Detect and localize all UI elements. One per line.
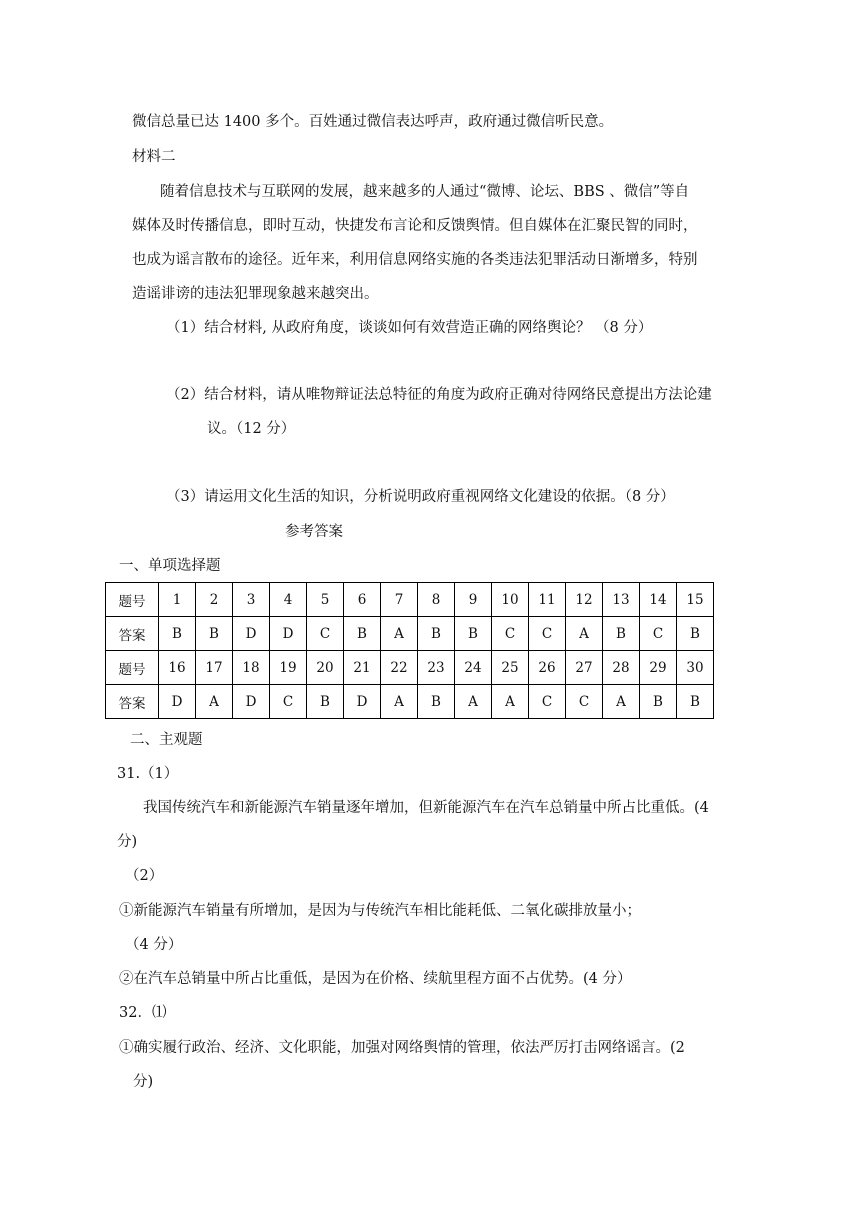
material-two-title: 材料二: [132, 149, 176, 165]
answer-cell: B: [418, 617, 455, 651]
answer-cell: B: [159, 617, 196, 651]
question-number-cell: 27: [566, 651, 603, 685]
question-number-cell: 16: [159, 651, 196, 685]
material-two-line: 随着信息技术与互联网的发展，越来越多的人通过“微博、论坛、BBS 、微信”等自: [160, 184, 690, 200]
question-number-cell: 24: [455, 651, 492, 685]
answer-cell: A: [455, 685, 492, 719]
table-header-cell: 题号: [106, 651, 159, 685]
question-number-cell: 2: [196, 583, 233, 617]
question-number-cell: 4: [270, 583, 307, 617]
question-number-cell: 28: [603, 651, 640, 685]
question-number-cell: 11: [529, 583, 566, 617]
answer-cell: B: [455, 617, 492, 651]
question-number-cell: 8: [418, 583, 455, 617]
table-row: [106, 685, 714, 719]
question-number-cell: 20: [307, 651, 344, 685]
answer-cell: D: [270, 617, 307, 651]
answer-cell: A: [566, 617, 603, 651]
material-two-line: 媒体及时传播信息，即时互动，快捷发布言论和反馈舆情。但自媒体在汇聚民智的同时，: [132, 218, 698, 234]
answer-cell: D: [159, 685, 196, 719]
answer-31-part2-label: （2）: [125, 868, 164, 884]
answer-cell: B: [307, 685, 344, 719]
answer-cell: C: [529, 617, 566, 651]
section-two-heading: 二、主观题: [130, 732, 203, 748]
answer-cell: A: [603, 685, 640, 719]
answer-31-part3: ②在汽车总销量中所占比重低，是因为在价格、续航里程方面不占优势。(4 分）: [119, 971, 632, 987]
question-number-cell: 18: [233, 651, 270, 685]
answer-cell: B: [677, 685, 714, 719]
answer-cell: A: [196, 685, 233, 719]
answer-32-label: 32．⑴: [119, 1005, 167, 1021]
answer-cell: D: [233, 685, 270, 719]
answer-32-part1-line2: 分): [133, 1074, 154, 1090]
question-2-line-1: （2）结合材料，请从唯物辩证法总特征的角度为政府正确对待网络民意提出方法论建: [166, 387, 712, 403]
answer-cell: D: [344, 685, 381, 719]
answer-31-part1-line1: 我国传统汽车和新能源汽车销量逐年增加，但新能源汽车在汽车总销量中所占比重低。(4: [143, 800, 709, 816]
answer-cell: C: [270, 685, 307, 719]
question-number-cell: 21: [344, 651, 381, 685]
answer-cell: C: [307, 617, 344, 651]
answer-cell: A: [381, 617, 418, 651]
answer-31-part2-line2: （4 分）: [125, 937, 183, 953]
answer-cell: A: [381, 685, 418, 719]
section-one-heading: 一、单项选择题: [119, 558, 221, 574]
table-header-cell: 答案: [106, 617, 159, 651]
question-number-cell: 5: [307, 583, 344, 617]
answer-cell: C: [566, 685, 603, 719]
question-number-cell: 17: [196, 651, 233, 685]
question-number-cell: 30: [677, 651, 714, 685]
answer-31-label: 31.（1）: [117, 766, 179, 782]
table-header-cell: 答案: [106, 685, 159, 719]
answer-cell: B: [418, 685, 455, 719]
answer-cell: B: [677, 617, 714, 651]
answer-cell: C: [492, 617, 529, 651]
answer-cell: B: [640, 685, 677, 719]
question-2-line-2: 议。（12 分）: [207, 421, 296, 437]
answer-cell: C: [529, 685, 566, 719]
question-number-cell: 13: [603, 583, 640, 617]
question-number-cell: 23: [418, 651, 455, 685]
answer-cell: A: [492, 685, 529, 719]
question-number-cell: 14: [640, 583, 677, 617]
table-row: [106, 651, 714, 685]
answer-table: [105, 582, 714, 719]
answer-cell: B: [344, 617, 381, 651]
question-1: （1）结合材料, 从政府角度，谈谈如何有效营造正确的网络舆论？ （8 分）: [166, 320, 653, 336]
answer-cell: D: [233, 617, 270, 651]
answer-32-part1-line1: ①确实履行政治、经济、文化职能，加强对网络舆情的管理，依法严厉打击网络谣言。(2: [119, 1040, 685, 1056]
answer-title: 参考答案: [285, 524, 343, 540]
question-number-cell: 10: [492, 583, 529, 617]
question-number-cell: 29: [640, 651, 677, 685]
material-two-line: 造谣诽谤的违法犯罪现象越来越突出。: [132, 286, 379, 302]
material-one-tail: 微信总量已达 1400 多个。百姓通过微信表达呼声，政府通过微信听民意。: [132, 114, 614, 130]
question-number-cell: 26: [529, 651, 566, 685]
question-number-cell: 7: [381, 583, 418, 617]
question-number-cell: 22: [381, 651, 418, 685]
table-row: [106, 617, 714, 651]
question-number-cell: 1: [159, 583, 196, 617]
answer-cell: C: [640, 617, 677, 651]
question-number-cell: 25: [492, 651, 529, 685]
question-number-cell: 3: [233, 583, 270, 617]
answer-cell: B: [196, 617, 233, 651]
question-number-cell: 6: [344, 583, 381, 617]
question-number-cell: 15: [677, 583, 714, 617]
question-number-cell: 9: [455, 583, 492, 617]
question-3: （3）请运用文化生活的知识，分析说明政府重视网络文化建设的依据。（8 分）: [166, 489, 675, 505]
question-number-cell: 12: [566, 583, 603, 617]
answer-31-part1-line2: 分): [117, 834, 138, 850]
answer-31-part2-line1: ①新能源汽车销量有所增加，是因为与传统汽车相比能耗低、二氧化碳排放量小；: [119, 903, 641, 919]
question-number-cell: 19: [270, 651, 307, 685]
table-row: [106, 583, 714, 617]
table-header-cell: 题号: [106, 583, 159, 617]
answer-cell: B: [603, 617, 640, 651]
material-two-line: 也成为谣言散布的途径。近年来，利用信息网络实施的各类违法犯罪活动日渐增多，特别: [132, 252, 698, 268]
